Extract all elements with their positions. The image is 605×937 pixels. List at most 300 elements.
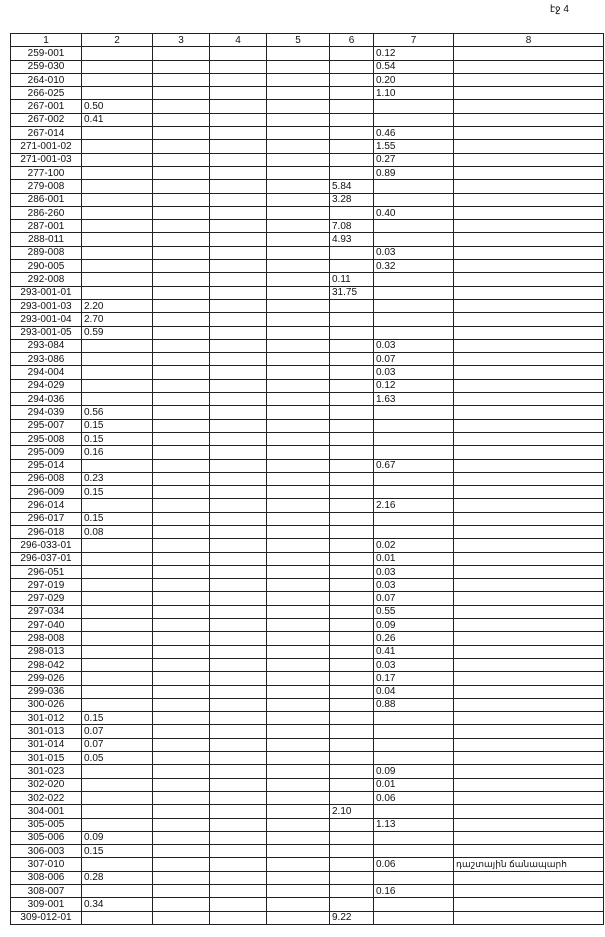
area-value-cell: [210, 153, 267, 166]
area-value-cell: [330, 818, 374, 831]
note-cell: [454, 127, 604, 140]
area-value-cell: [267, 47, 330, 60]
area-value-cell: [82, 552, 153, 565]
area-value-cell: [82, 87, 153, 100]
area-value-cell: [153, 353, 210, 366]
area-value-cell: [153, 818, 210, 831]
area-value-cell: [210, 632, 267, 645]
area-value-cell: [374, 486, 454, 499]
table-row: [11, 765, 604, 778]
area-value-cell: [267, 885, 330, 898]
area-value-cell: [374, 100, 454, 113]
area-value-cell: [267, 818, 330, 831]
note-cell: [454, 206, 604, 219]
area-value-cell: 0.12: [374, 379, 454, 392]
parcel-code-cell: 296-008: [11, 472, 82, 485]
parcel-code-cell: 266-025: [11, 87, 82, 100]
parcel-code-cell: 299-036: [11, 685, 82, 698]
note-cell: [454, 260, 604, 273]
land-parcel-table: [10, 33, 604, 925]
area-value-cell: [330, 512, 374, 525]
area-value-cell: 0.09: [82, 831, 153, 844]
note-cell: [454, 512, 604, 525]
area-value-cell: [210, 406, 267, 419]
note-cell: [454, 459, 604, 472]
parcel-code-cell: 298-042: [11, 658, 82, 671]
area-value-cell: [330, 339, 374, 352]
area-value-cell: [82, 379, 153, 392]
area-value-cell: [330, 432, 374, 445]
table-row: [11, 339, 604, 352]
area-value-cell: [267, 525, 330, 538]
area-value-cell: 0.27: [374, 153, 454, 166]
table-row: [11, 499, 604, 512]
parcel-code-cell: 294-036: [11, 393, 82, 406]
table-row: [11, 831, 604, 844]
area-value-cell: [82, 366, 153, 379]
area-value-cell: [210, 313, 267, 326]
area-value-cell: [153, 885, 210, 898]
parcel-code-cell: 299-026: [11, 672, 82, 685]
area-value-cell: [330, 206, 374, 219]
note-cell: [454, 539, 604, 552]
area-value-cell: [210, 47, 267, 60]
area-value-cell: [330, 153, 374, 166]
area-value-cell: [82, 579, 153, 592]
area-value-cell: [82, 73, 153, 86]
area-value-cell: [82, 459, 153, 472]
area-value-cell: [267, 166, 330, 179]
column-header-7: 7: [374, 34, 454, 47]
column-header-3: 3: [153, 34, 210, 47]
area-value-cell: [210, 286, 267, 299]
area-value-cell: [330, 752, 374, 765]
parcel-code-cell: 302-022: [11, 791, 82, 804]
area-value-cell: [210, 180, 267, 193]
area-value-cell: [210, 765, 267, 778]
table-row: [11, 246, 604, 259]
area-value-cell: [210, 579, 267, 592]
note-cell: [454, 366, 604, 379]
area-value-cell: [330, 791, 374, 804]
area-value-cell: [330, 658, 374, 671]
note-cell: [454, 140, 604, 153]
note-cell: [454, 286, 604, 299]
parcel-code-cell: 295-007: [11, 419, 82, 432]
parcel-code-cell: 264-010: [11, 73, 82, 86]
note-cell: [454, 47, 604, 60]
area-value-cell: [210, 525, 267, 538]
area-value-cell: [82, 885, 153, 898]
area-value-cell: 0.15: [82, 486, 153, 499]
parcel-code-cell: 267-014: [11, 127, 82, 140]
area-value-cell: [210, 499, 267, 512]
area-value-cell: 31.75: [330, 286, 374, 299]
note-cell: [454, 658, 604, 671]
area-value-cell: [82, 153, 153, 166]
area-value-cell: [330, 858, 374, 871]
parcel-code-cell: 305-005: [11, 818, 82, 831]
area-value-cell: [210, 845, 267, 858]
area-value-cell: [330, 47, 374, 60]
area-value-cell: [267, 206, 330, 219]
area-value-cell: [82, 47, 153, 60]
area-value-cell: [153, 845, 210, 858]
table-row: [11, 592, 604, 605]
area-value-cell: [267, 685, 330, 698]
note-cell: [454, 805, 604, 818]
note-cell: [454, 685, 604, 698]
area-value-cell: 0.59: [82, 326, 153, 339]
area-value-cell: [153, 100, 210, 113]
parcel-code-cell: 309-012-01: [11, 911, 82, 924]
note-cell: [454, 831, 604, 844]
area-value-cell: [267, 911, 330, 924]
area-value-cell: [330, 778, 374, 791]
area-value-cell: 0.07: [374, 592, 454, 605]
note-cell: դաշտային ճանապարհ: [454, 858, 604, 871]
area-value-cell: [210, 712, 267, 725]
note-cell: [454, 885, 604, 898]
area-value-cell: [153, 658, 210, 671]
note-cell: [454, 752, 604, 765]
area-value-cell: 1.10: [374, 87, 454, 100]
parcel-code-cell: 294-039: [11, 406, 82, 419]
area-value-cell: 1.13: [374, 818, 454, 831]
table-row: [11, 898, 604, 911]
area-value-cell: [267, 353, 330, 366]
area-value-cell: [153, 286, 210, 299]
area-value-cell: [374, 419, 454, 432]
note-cell: [454, 725, 604, 738]
table-row: [11, 446, 604, 459]
table-row: [11, 286, 604, 299]
area-value-cell: [374, 193, 454, 206]
area-value-cell: [330, 831, 374, 844]
table-row: [11, 140, 604, 153]
area-value-cell: [210, 299, 267, 312]
area-value-cell: [267, 738, 330, 751]
area-value-cell: 0.88: [374, 698, 454, 711]
table-row: [11, 725, 604, 738]
area-value-cell: [267, 273, 330, 286]
table-row: [11, 153, 604, 166]
area-value-cell: [267, 831, 330, 844]
area-value-cell: [210, 246, 267, 259]
note-cell: [454, 73, 604, 86]
area-value-cell: 0.03: [374, 658, 454, 671]
table-row: [11, 220, 604, 233]
table-row: [11, 645, 604, 658]
area-value-cell: 0.07: [82, 725, 153, 738]
area-value-cell: [210, 353, 267, 366]
area-value-cell: [82, 778, 153, 791]
table-row: [11, 858, 604, 871]
area-value-cell: 0.15: [82, 512, 153, 525]
area-value-cell: [267, 406, 330, 419]
area-value-cell: [210, 419, 267, 432]
area-value-cell: [210, 206, 267, 219]
area-value-cell: [330, 313, 374, 326]
area-value-cell: [82, 911, 153, 924]
area-value-cell: [267, 180, 330, 193]
area-value-cell: 0.40: [374, 206, 454, 219]
area-value-cell: [267, 260, 330, 273]
note-cell: [454, 193, 604, 206]
area-value-cell: [210, 539, 267, 552]
area-value-cell: 5.84: [330, 180, 374, 193]
area-value-cell: [210, 273, 267, 286]
area-value-cell: [153, 486, 210, 499]
area-value-cell: [82, 140, 153, 153]
area-value-cell: [267, 140, 330, 153]
area-value-cell: [153, 60, 210, 73]
area-value-cell: [330, 632, 374, 645]
area-value-cell: [267, 565, 330, 578]
area-value-cell: 0.67: [374, 459, 454, 472]
table-row: [11, 406, 604, 419]
area-value-cell: [82, 127, 153, 140]
parcel-code-cell: 296-037-01: [11, 552, 82, 565]
area-value-cell: [267, 672, 330, 685]
area-value-cell: [153, 698, 210, 711]
area-value-cell: [153, 858, 210, 871]
area-value-cell: [210, 233, 267, 246]
area-value-cell: [330, 326, 374, 339]
area-value-cell: [374, 725, 454, 738]
area-value-cell: [82, 193, 153, 206]
area-value-cell: [330, 299, 374, 312]
area-value-cell: 0.23: [82, 472, 153, 485]
parcel-code-cell: 296-017: [11, 512, 82, 525]
note-cell: [454, 619, 604, 632]
area-value-cell: [153, 539, 210, 552]
area-value-cell: [210, 685, 267, 698]
area-value-cell: [330, 605, 374, 618]
note-cell: [454, 60, 604, 73]
parcel-code-cell: 293-001-01: [11, 286, 82, 299]
area-value-cell: [374, 871, 454, 884]
area-value-cell: [82, 166, 153, 179]
table-row: [11, 805, 604, 818]
area-value-cell: 0.11: [330, 273, 374, 286]
area-value-cell: [374, 845, 454, 858]
area-value-cell: 2.10: [330, 805, 374, 818]
area-value-cell: [267, 512, 330, 525]
area-value-cell: 0.56: [82, 406, 153, 419]
area-value-cell: [153, 512, 210, 525]
area-value-cell: 2.16: [374, 499, 454, 512]
area-value-cell: 0.50: [82, 100, 153, 113]
parcel-code-cell: 289-008: [11, 246, 82, 259]
area-value-cell: [267, 698, 330, 711]
area-value-cell: [374, 180, 454, 193]
area-value-cell: [374, 738, 454, 751]
parcel-code-cell: 295-014: [11, 459, 82, 472]
area-value-cell: [210, 725, 267, 738]
note-cell: [454, 353, 604, 366]
area-value-cell: [82, 619, 153, 632]
table-row: [11, 658, 604, 671]
table-row: [11, 273, 604, 286]
parcel-code-cell: 267-002: [11, 113, 82, 126]
area-value-cell: [153, 406, 210, 419]
area-value-cell: [210, 339, 267, 352]
header-row: [11, 34, 604, 47]
parcel-code-cell: 309-001: [11, 898, 82, 911]
table-header: [11, 34, 604, 47]
note-cell: [454, 911, 604, 924]
area-value-cell: [330, 845, 374, 858]
area-value-cell: [153, 47, 210, 60]
note-cell: [454, 339, 604, 352]
area-value-cell: [153, 233, 210, 246]
area-value-cell: [330, 871, 374, 884]
parcel-code-cell: 271-001-03: [11, 153, 82, 166]
area-value-cell: 0.06: [374, 791, 454, 804]
area-value-cell: [210, 220, 267, 233]
area-value-cell: [267, 791, 330, 804]
area-value-cell: 0.89: [374, 166, 454, 179]
note-cell: [454, 738, 604, 751]
note-cell: [454, 313, 604, 326]
area-value-cell: [374, 446, 454, 459]
area-value-cell: [330, 592, 374, 605]
area-value-cell: [153, 911, 210, 924]
area-value-cell: [267, 127, 330, 140]
parcel-code-cell: 304-001: [11, 805, 82, 818]
note-cell: [454, 712, 604, 725]
area-value-cell: [153, 672, 210, 685]
area-value-cell: [153, 552, 210, 565]
column-header-4: 4: [210, 34, 267, 47]
table-row: [11, 299, 604, 312]
table-row: [11, 180, 604, 193]
area-value-cell: [153, 73, 210, 86]
area-value-cell: [210, 752, 267, 765]
area-value-cell: 0.02: [374, 539, 454, 552]
parcel-code-cell: 287-001: [11, 220, 82, 233]
table-row: [11, 486, 604, 499]
area-value-cell: [267, 339, 330, 352]
area-value-cell: [267, 299, 330, 312]
area-value-cell: [153, 738, 210, 751]
area-value-cell: [267, 605, 330, 618]
note-cell: [454, 778, 604, 791]
note-cell: [454, 220, 604, 233]
table-row: [11, 778, 604, 791]
parcel-code-cell: 293-001-04: [11, 313, 82, 326]
page-number-label: էջ 4: [549, 4, 569, 15]
parcel-code-cell: 271-001-02: [11, 140, 82, 153]
parcel-code-cell: 294-029: [11, 379, 82, 392]
parcel-code-cell: 295-008: [11, 432, 82, 445]
area-value-cell: [153, 499, 210, 512]
parcel-code-cell: 298-008: [11, 632, 82, 645]
table-row: [11, 685, 604, 698]
area-value-cell: [82, 565, 153, 578]
parcel-code-cell: 292-008: [11, 273, 82, 286]
area-value-cell: [267, 87, 330, 100]
area-value-cell: [153, 725, 210, 738]
note-cell: [454, 393, 604, 406]
area-value-cell: 0.16: [82, 446, 153, 459]
area-value-cell: [210, 791, 267, 804]
area-value-cell: [153, 140, 210, 153]
area-value-cell: [210, 100, 267, 113]
area-value-cell: [374, 512, 454, 525]
area-value-cell: [330, 738, 374, 751]
parcel-code-cell: 301-012: [11, 712, 82, 725]
table-row: [11, 73, 604, 86]
area-value-cell: 0.55: [374, 605, 454, 618]
note-cell: [454, 486, 604, 499]
parcel-code-cell: 277-100: [11, 166, 82, 179]
area-value-cell: [153, 459, 210, 472]
area-value-cell: [82, 180, 153, 193]
table-row: [11, 885, 604, 898]
area-value-cell: 0.15: [82, 419, 153, 432]
area-value-cell: [82, 698, 153, 711]
area-value-cell: [267, 845, 330, 858]
area-value-cell: [267, 419, 330, 432]
table-row: [11, 512, 604, 525]
table-row: [11, 193, 604, 206]
area-value-cell: 4.93: [330, 233, 374, 246]
area-value-cell: [82, 499, 153, 512]
parcel-code-cell: 293-001-03: [11, 299, 82, 312]
area-value-cell: [330, 579, 374, 592]
area-value-cell: [210, 898, 267, 911]
area-value-cell: [82, 260, 153, 273]
area-value-cell: [330, 685, 374, 698]
area-value-cell: [153, 831, 210, 844]
area-value-cell: [210, 805, 267, 818]
area-value-cell: [210, 393, 267, 406]
table-row: [11, 579, 604, 592]
area-value-cell: [374, 233, 454, 246]
table-row: [11, 712, 604, 725]
table-row: [11, 791, 604, 804]
area-value-cell: [210, 113, 267, 126]
parcel-code-cell: 302-020: [11, 778, 82, 791]
parcel-code-cell: 293-001-05: [11, 326, 82, 339]
area-value-cell: [330, 472, 374, 485]
area-value-cell: 0.03: [374, 246, 454, 259]
table-row: [11, 752, 604, 765]
area-value-cell: 0.15: [82, 845, 153, 858]
area-value-cell: [210, 512, 267, 525]
parcel-code-cell: 301-013: [11, 725, 82, 738]
area-value-cell: 0.15: [82, 432, 153, 445]
area-value-cell: [374, 752, 454, 765]
area-value-cell: [267, 486, 330, 499]
area-value-cell: [210, 831, 267, 844]
area-value-cell: [330, 525, 374, 538]
area-value-cell: [267, 432, 330, 445]
area-value-cell: [267, 552, 330, 565]
note-cell: [454, 818, 604, 831]
area-value-cell: [374, 432, 454, 445]
area-value-cell: [210, 166, 267, 179]
note-cell: [454, 180, 604, 193]
table-row: [11, 100, 604, 113]
note-cell: [454, 419, 604, 432]
note-cell: [454, 153, 604, 166]
area-value-cell: [210, 140, 267, 153]
area-value-cell: [267, 113, 330, 126]
area-value-cell: [374, 326, 454, 339]
